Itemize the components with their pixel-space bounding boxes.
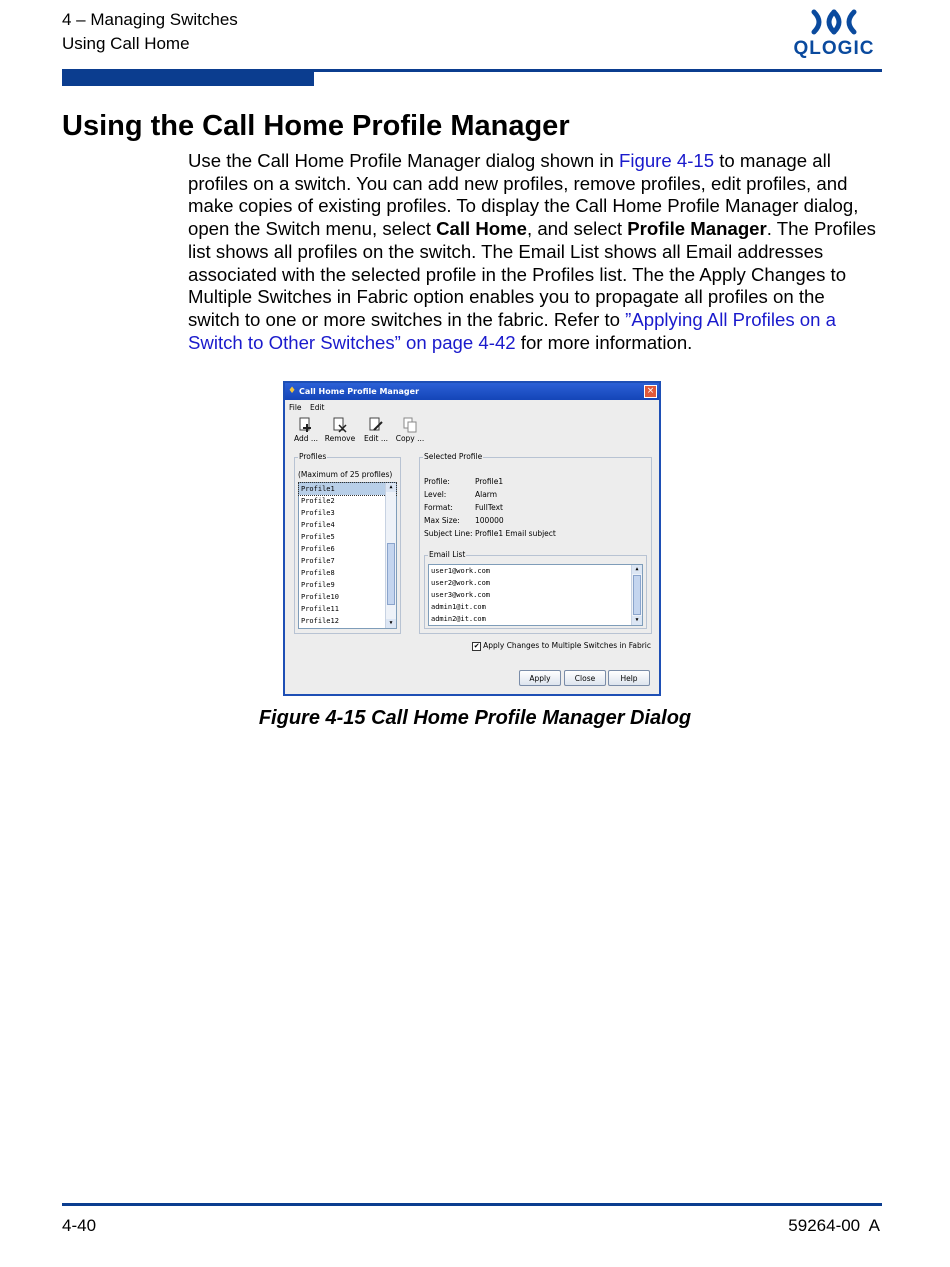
list-item[interactable]: Profile6 <box>301 545 335 553</box>
body-text: for more information. <box>515 331 693 353</box>
profiles-list[interactable] <box>298 482 397 629</box>
list-item[interactable]: user3@work.com <box>431 591 491 599</box>
detail-key: Level: <box>424 490 447 499</box>
selected-profile-label: Selected Profile <box>424 452 483 461</box>
body-text: to manage all profiles on a switch. You can add new profiles, remove profiles, edit profiles, and make copies of existing profiles. To display the Call Home Profile Manager dialog, open the Switch menu, select <box>188 150 859 240</box>
list-item[interactable]: Profile3 <box>301 509 335 517</box>
header-rule-accent <box>62 69 314 86</box>
body-paragraph <box>188 150 880 354</box>
profiles-group-label: Profiles <box>299 452 327 461</box>
list-item[interactable]: Profile5 <box>301 533 335 541</box>
cross-reference-link[interactable]: ”Applying All Profiles on a Switch to Other Switches” on page 4-42 <box>188 308 836 353</box>
apply-multi-option[interactable] <box>472 641 651 651</box>
list-item[interactable]: admin1@it.com <box>431 603 486 611</box>
detail-value: Profile1 <box>475 477 504 486</box>
figure-caption: Figure 4-15 Call Home Profile Manager Dialog <box>258 707 692 729</box>
email-scrollbar[interactable] <box>631 565 642 625</box>
body-text: . The Profiles list shows all profiles on the switch. The Email List shows all Email addresses associated with the selected profile in the Profiles list. The the Apply Changes to Multiple Switches in Fabric option enables you to propagate all profiles on the switch to one or more switches in the fabric. Refer to <box>188 218 876 330</box>
copy-button[interactable] <box>393 415 427 443</box>
detail-value: FullText <box>475 503 503 512</box>
close-icon[interactable]: × <box>644 385 657 398</box>
scroll-down-icon[interactable]: ▼ <box>632 616 642 625</box>
add-label: Add ... <box>293 434 319 443</box>
scroll-down-icon[interactable]: ▼ <box>386 619 396 628</box>
list-item[interactable]: Profile4 <box>301 521 335 529</box>
section-heading: Using the Call Home Profile Manager <box>62 110 570 142</box>
edit-label: Edit ... <box>363 434 389 443</box>
detail-row-format <box>424 503 503 512</box>
list-item[interactable]: Profile1 <box>299 483 396 495</box>
toolbar <box>289 415 429 451</box>
scroll-up-icon[interactable]: ▲ <box>632 565 642 574</box>
detail-row-max-size <box>424 516 504 525</box>
detail-value: Profile1 Email subject <box>475 529 556 538</box>
remove-label: Remove <box>324 434 356 443</box>
menu-call-home-text: Call Home <box>436 218 527 240</box>
dialog-titlebar[interactable] <box>285 383 659 400</box>
list-item[interactable]: Profile8 <box>301 569 335 577</box>
edit-icon <box>368 417 384 433</box>
qlogic-logo <box>788 6 880 62</box>
dialog-title: Call Home Profile Manager <box>299 387 420 396</box>
list-item[interactable]: user1@work.com <box>431 567 491 575</box>
remove-icon <box>332 417 348 433</box>
app-icon: ♦ <box>288 386 297 396</box>
menu-edit[interactable]: Edit <box>309 403 325 412</box>
menu-bar <box>289 403 330 412</box>
edit-button[interactable] <box>359 415 393 443</box>
remove-button[interactable] <box>323 415 357 443</box>
body-text: Use the Call Home Profile Manager dialog shown in <box>188 150 619 171</box>
body-text: , and select <box>527 218 628 240</box>
list-item[interactable]: Profile2 <box>301 497 335 505</box>
help-button[interactable]: Help <box>608 670 650 686</box>
detail-row-level <box>424 490 497 499</box>
add-icon <box>298 417 314 433</box>
email-list-label: Email List <box>429 550 466 559</box>
figure-link[interactable]: Figure 4-15 <box>618 150 715 171</box>
detail-row-profile <box>424 477 503 486</box>
scroll-thumb[interactable] <box>633 575 641 615</box>
detail-key: Max Size: <box>424 516 460 525</box>
detail-key: Format: <box>424 503 453 512</box>
page-number: 4-40 <box>62 1216 97 1235</box>
copy-icon <box>402 417 418 433</box>
add-button[interactable] <box>289 415 323 443</box>
profile-manager-dialog <box>283 381 661 696</box>
footer-rule <box>62 1203 882 1206</box>
document-number: 59264-00 A <box>788 1216 880 1235</box>
qlogic-mark-icon <box>788 6 880 38</box>
apply-button[interactable]: Apply <box>519 670 561 686</box>
chapter-title: 4 – Managing Switches <box>62 10 238 29</box>
selected-profile-group <box>419 452 652 634</box>
logo-text: QLOGIC <box>793 38 875 59</box>
apply-multi-label: Apply Changes to Multiple Switches in Fabric <box>483 641 651 650</box>
list-item[interactable]: Profile7 <box>301 557 335 565</box>
list-item[interactable]: admin2@it.com <box>431 615 486 623</box>
detail-value: Alarm <box>475 490 498 499</box>
scroll-thumb[interactable] <box>387 543 395 605</box>
detail-value: 100000 <box>475 516 504 525</box>
section-title: Using Call Home <box>62 34 190 53</box>
profiles-scrollbar[interactable] <box>385 483 396 628</box>
list-item[interactable]: Profile11 <box>301 605 339 613</box>
email-list-group <box>424 550 647 629</box>
copy-label: Copy ... <box>395 434 425 443</box>
detail-row-subject <box>424 529 556 538</box>
list-item[interactable]: Profile9 <box>301 581 335 589</box>
list-item[interactable]: Profile10 <box>301 593 339 601</box>
scroll-up-icon[interactable]: ▲ <box>386 483 396 492</box>
apply-multi-checkbox[interactable]: ✔ <box>473 641 480 650</box>
email-list[interactable] <box>428 564 643 626</box>
detail-key: Subject Line: <box>424 529 473 538</box>
detail-key: Profile: <box>424 477 450 486</box>
menu-profile-manager-text: Profile Manager <box>627 218 767 240</box>
close-button[interactable]: Close <box>564 670 606 686</box>
menu-file[interactable]: File <box>289 403 302 412</box>
list-item[interactable]: user2@work.com <box>431 579 491 587</box>
list-item[interactable]: Profile12 <box>301 617 339 625</box>
profiles-limit-note: (Maximum of 25 profiles) <box>298 470 393 479</box>
profiles-group <box>294 452 401 634</box>
